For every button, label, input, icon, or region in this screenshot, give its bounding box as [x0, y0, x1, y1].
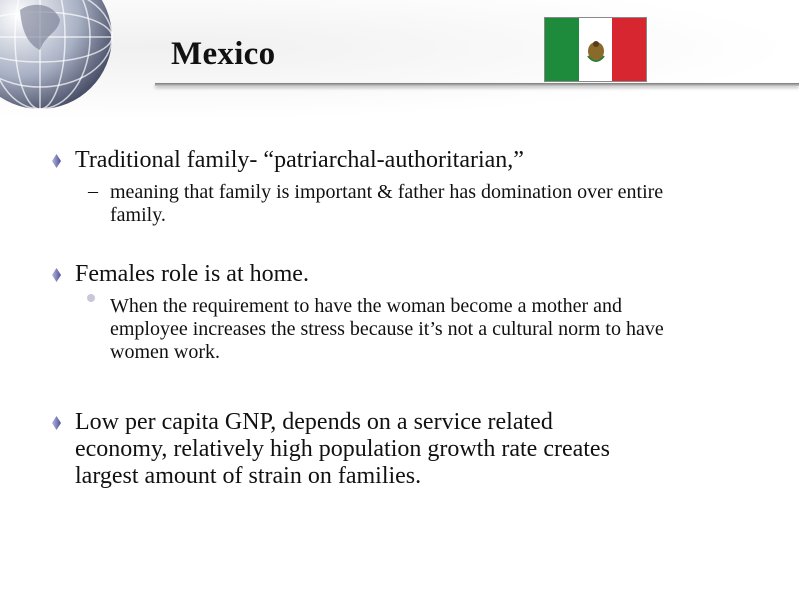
- globe-icon: [0, 0, 120, 110]
- mexico-flag-icon: [544, 17, 647, 82]
- bullet-3-text: Low per capita GNP, depends on a service related economy, relatively high population growth rate creates largest amount of strain on families.: [75, 409, 610, 489]
- bullet-diamond-icon: [52, 416, 61, 430]
- bullet-1-text: Traditional family- “patriarchal-authoritarian,”: [75, 147, 524, 173]
- bullet-diamond-icon: [52, 268, 61, 282]
- slide-title: Mexico: [171, 36, 276, 72]
- sub-bullet-dash: –: [88, 180, 98, 202]
- sub-bullet-dot: [87, 294, 95, 302]
- bullet-diamond-icon: [52, 154, 61, 168]
- bullet-2-text: Females role is at home.: [75, 261, 309, 287]
- bullet-1-subtext: meaning that family is important & father has domination over entire family.: [110, 181, 664, 226]
- title-underline: [155, 83, 799, 86]
- bullet-2-subtext: When the requirement to have the woman become a mother and employee increases the stress because it’s not a cultural norm to have women work.: [110, 295, 664, 363]
